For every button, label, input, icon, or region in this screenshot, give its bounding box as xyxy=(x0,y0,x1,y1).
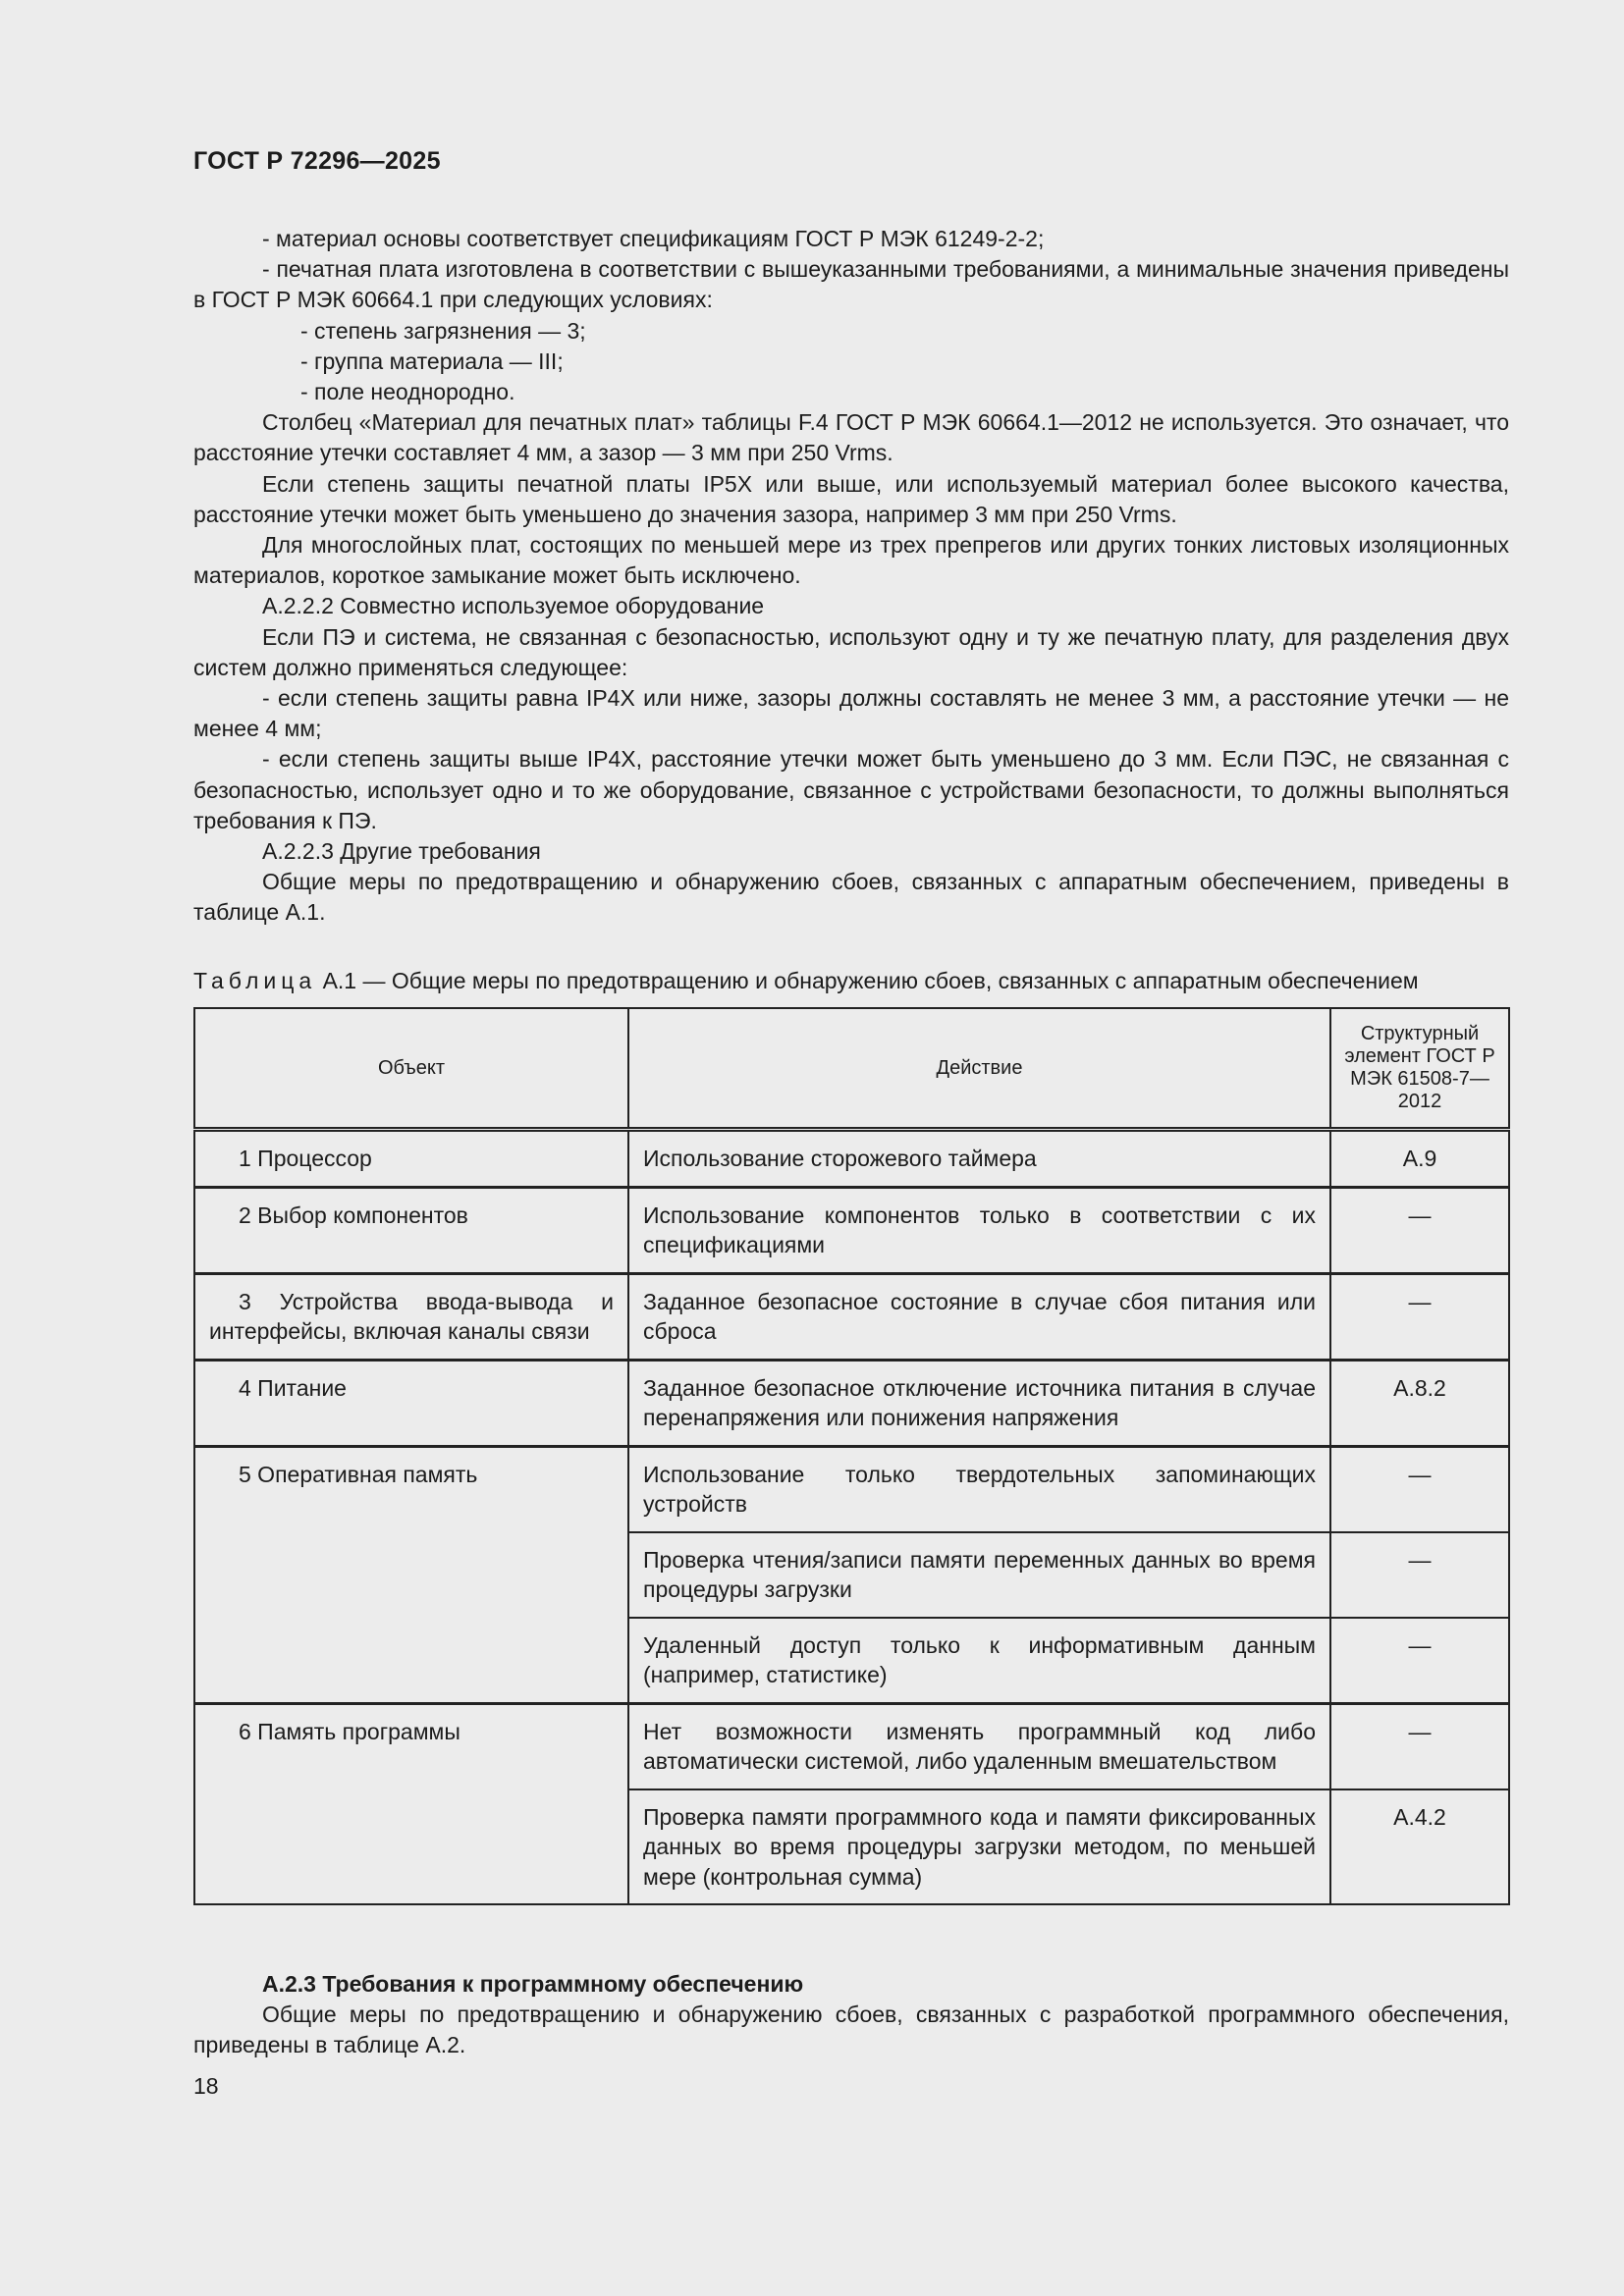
table-caption-text: А.1 — Общие меры по предотвращению и обнаружению сбоев, связанных с аппаратным обеспечением xyxy=(316,968,1419,993)
section-heading: А.2.3 Требования к программному обеспечению xyxy=(262,1971,804,1997)
cell-action: Заданное безопасное состояние в случае сбоя питания или сброса xyxy=(628,1273,1330,1360)
cell-object xyxy=(194,1273,628,1360)
cell-ref: А.8.2 xyxy=(1330,1360,1509,1446)
table-caption xyxy=(193,966,1509,995)
column-header-object: Объект xyxy=(194,1008,628,1130)
cell-ref: — xyxy=(1330,1187,1509,1273)
cell-action: Использование компонентов только в соответствии с их спецификациями xyxy=(628,1187,1330,1273)
cell-object xyxy=(194,1130,628,1188)
cell-ref: — xyxy=(1330,1703,1509,1789)
cell-action: Использование только твердотельных запоминающих устройств xyxy=(628,1446,1330,1532)
column-header-ref: Структурный элемент ГОСТ Р МЭК 61508-7—2012 xyxy=(1330,1008,1509,1130)
paragraph: - если степень защиты выше IP4X, расстояние утечки может быть уменьшено до 3 мм. Если ПЭС, не связанная с безопасностью, использует одно и то же оборудование, связанное с устройствами безопасности, то должны выполняться требования к ПЭ. xyxy=(193,746,1509,833)
object-label: 4 Питание xyxy=(239,1374,347,1401)
table-caption-label: Таблица xyxy=(193,968,317,993)
table-row xyxy=(194,1360,1509,1446)
cell-object xyxy=(194,1446,628,1703)
paragraph: - материал основы соответствует спецификациям ГОСТ Р МЭК 61249-2-2; xyxy=(262,226,1045,251)
cell-action: Удаленный доступ только к информативным данным (например, статистике) xyxy=(628,1618,1330,1704)
table-row xyxy=(194,1446,1509,1532)
page-number: 18 xyxy=(193,2073,219,2099)
measures-table xyxy=(193,1007,1510,1905)
paragraph: Если ПЭ и система, не связанная с безопасностью, используют одну и ту же печатную плату, для разделения двух систем должно применяться следующее: xyxy=(193,623,1509,680)
cell-ref: — xyxy=(1330,1532,1509,1618)
object-label: 6 Память программы xyxy=(239,1718,460,1744)
cell-object xyxy=(194,1360,628,1446)
object-label: 5 Оперативная память xyxy=(239,1461,478,1487)
cell-action: Использование сторожевого таймера xyxy=(628,1130,1330,1188)
section-paragraph: Общие меры по предотвращению и обнаружению сбоев, связанных с разработкой программного обеспечения, приведены в таблице А.2. xyxy=(193,2002,1509,2058)
paragraph: А.2.2.2 Совместно используемое оборудование xyxy=(262,593,765,619)
cell-object xyxy=(194,1187,628,1273)
table-row xyxy=(194,1703,1509,1789)
body-text xyxy=(193,224,1509,929)
paragraph: Если степень защиты печатной платы IP5X или выше, или используемый материал более высокого качества, расстояние утечки может быть уменьшено до значения зазора, например 3 мм при 250 Vrms. xyxy=(193,470,1509,527)
paragraph: Для многослойных плат, состоящих по меньшей мере из трех препрегов или других тонких листовых изоляционных материалов, короткое замыкание может быть исключено. xyxy=(193,532,1509,589)
paragraph: - если степень защиты равна IP4X или ниже, зазоры должны составлять не менее 3 мм, а расстояние утечки — не менее 4 мм; xyxy=(193,685,1509,742)
cell-action: Заданное безопасное отключение источника питания в случае перенапряжения или понижения напряжения xyxy=(628,1360,1330,1446)
cell-ref: — xyxy=(1330,1446,1509,1532)
cell-action: Проверка чтения/записи памяти переменных данных во время процедуры загрузки xyxy=(628,1532,1330,1618)
table-row xyxy=(194,1273,1509,1360)
cell-ref: А.9 xyxy=(1330,1130,1509,1188)
cell-ref: — xyxy=(1330,1273,1509,1360)
paragraph: - степень загрязнения — 3; xyxy=(300,317,586,344)
cell-ref: А.4.2 xyxy=(1330,1789,1509,1905)
paragraph: - поле неоднородно. xyxy=(300,379,515,405)
after-text xyxy=(193,1969,1509,2061)
paragraph: - группа материала — III; xyxy=(300,347,564,374)
document-header: ГОСТ Р 72296—2025 xyxy=(193,147,441,175)
paragraph: Общие меры по предотвращению и обнаружению сбоев, связанных с аппаратным обеспечением, приведены в таблице А.1. xyxy=(193,869,1509,926)
object-label: 3 Устройства ввода-вывода и интерфейсы, включая каналы связи xyxy=(209,1288,614,1344)
paragraph: А.2.2.3 Другие требования xyxy=(262,838,541,865)
paragraph: - печатная плата изготовлена в соответствии с вышеуказанными требованиями, а минимальные значения приведены в ГОСТ Р МЭК 60664.1 при следующих условиях: xyxy=(193,256,1509,313)
cell-action: Нет возможности изменять программный код либо автоматически системой, либо удаленным вмешательством xyxy=(628,1703,1330,1789)
object-label: 2 Выбор компонентов xyxy=(239,1201,468,1228)
cell-ref: — xyxy=(1330,1618,1509,1704)
column-header-action: Действие xyxy=(628,1008,1330,1130)
paragraph: Столбец «Материал для печатных плат» таблицы F.4 ГОСТ Р МЭК 60664.1—2012 не используется. Это означает, что расстояние утечки составляет 4 мм, а зазор — 3 мм при 250 Vrms. xyxy=(193,409,1509,466)
table-row xyxy=(194,1130,1509,1188)
cell-object xyxy=(194,1703,628,1904)
table-row xyxy=(194,1187,1509,1273)
object-label: 1 Процессор xyxy=(239,1146,372,1171)
table-header-row xyxy=(194,1008,1509,1130)
cell-action: Проверка памяти программного кода и памяти фиксированных данных во время процедуры загрузки методом, по меньшей мере (контрольная сумма) xyxy=(628,1789,1330,1905)
